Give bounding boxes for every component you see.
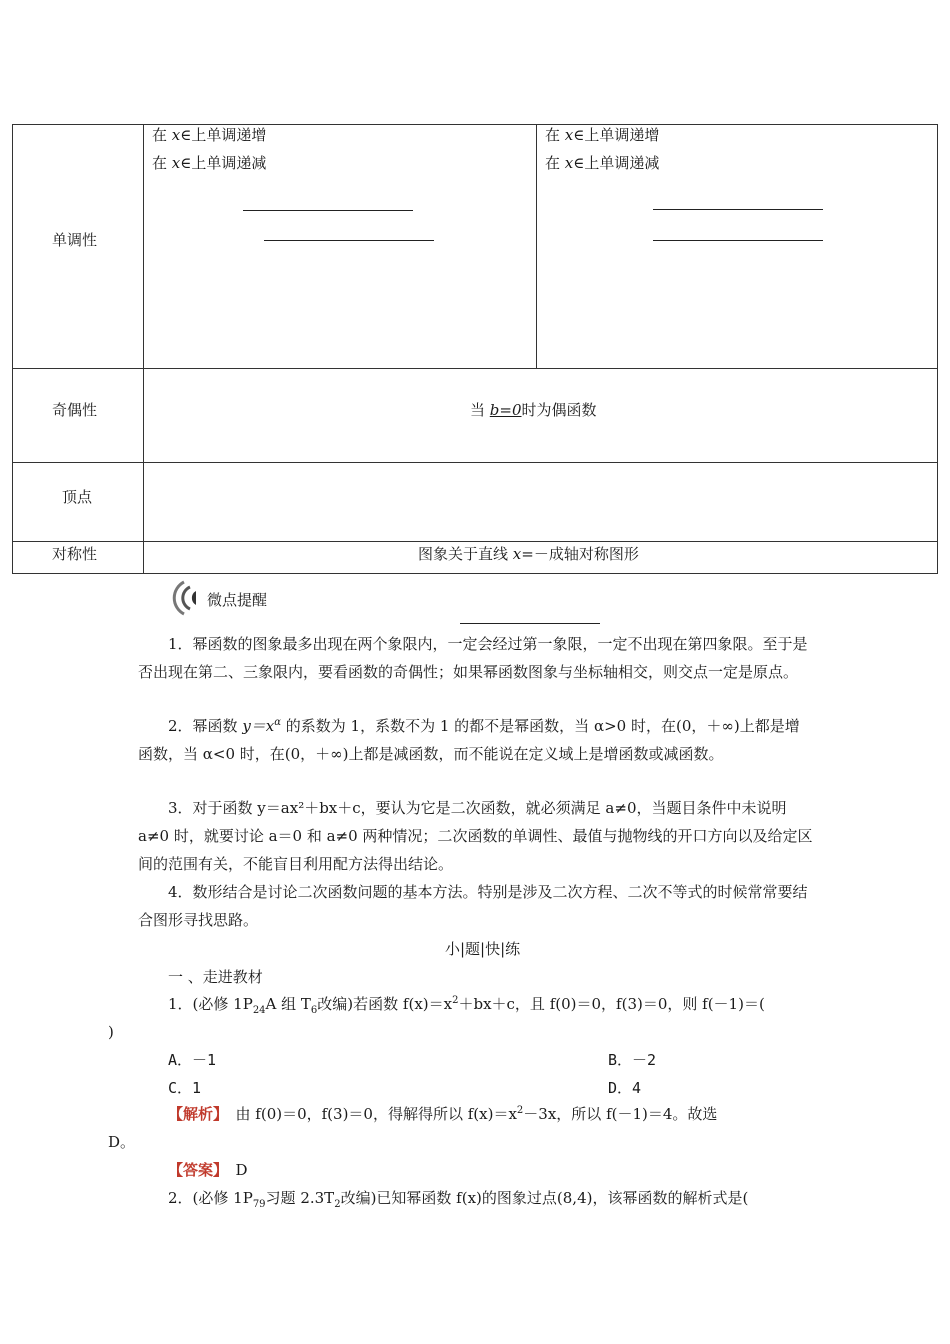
tip-blank-line: [460, 623, 600, 624]
table-column-divider: [143, 124, 144, 574]
element-of: ∈: [180, 154, 192, 172]
answer-value: D: [220, 1161, 248, 1179]
right-increasing-label: 上单调递增: [584, 126, 660, 144]
point-2-alpha: α: [274, 717, 282, 728]
analysis-a: 由 f(0)＝0，f(3)＝0，得解得所以 f(x)＝x: [220, 1105, 517, 1123]
point-2-part-a: 2．幂函数: [168, 717, 243, 735]
analysis-tag: 【解析】: [168, 1105, 221, 1123]
table-row-divider-1: [12, 368, 938, 369]
symmetry-text: [418, 543, 639, 564]
answer-tag: 【答案】: [168, 1161, 221, 1179]
table-border-right: [937, 124, 938, 574]
q1-option-c[interactable]: C．1: [168, 1079, 202, 1097]
q1-sub-page: 24: [252, 1005, 266, 1016]
analysis-c: D。: [108, 1133, 136, 1151]
table-border-top: [12, 124, 938, 125]
prefix: 在: [152, 126, 168, 144]
parity-prefix: 当: [470, 401, 490, 419]
left-increasing-label: 上单调递增: [191, 126, 267, 144]
q1-sub-t: 6: [310, 1005, 318, 1016]
left-blank-line-1: [243, 210, 413, 211]
tip-title: 微点提醒: [207, 591, 268, 609]
point-3: 3．对于函数 y＝ax²＋bx＋c，要认为它是二次函数，就必须满足 a≠0，当题目条件中未说明 a≠0 时，就要讨论 a＝0 和 a≠0 两种情况；二次函数的单调性、最值与抛物线的开口方向以及给定区间的范围有关，不能盲目利用配方法得出结论。: [138, 799, 813, 873]
point-2: [138, 712, 814, 768]
q1-option-b[interactable]: B．－2: [608, 1051, 657, 1069]
q2-stem-a: 2．(必修 1P: [168, 1189, 253, 1207]
row-label-vertex: 顶点: [62, 488, 93, 506]
row-label-parity: 奇偶性: [52, 401, 98, 419]
row-label-symmetry: 对称性: [52, 545, 98, 563]
q1-sup: 2: [452, 995, 459, 1006]
table-border-left: [12, 124, 13, 574]
q2-stem-b: 习题 2.3T: [265, 1189, 335, 1207]
right-increasing-text: [545, 124, 659, 145]
symmetry-prefix: 图象关于直线: [418, 545, 513, 563]
parity-text: [470, 399, 597, 420]
prefix: 在: [152, 154, 168, 172]
q1-option-a[interactable]: A．－1: [168, 1051, 217, 1069]
section-title: 一 、走进教材: [168, 968, 263, 986]
left-blank-line-2: [264, 240, 434, 241]
sound-wave-icon: [170, 578, 210, 618]
analysis-sup: 2: [516, 1105, 524, 1116]
q2-stem-c: 改编)已知幂函数 f(x)的图象过点(8,4)，该幂函数的解析式是(: [340, 1189, 749, 1207]
row-label-monotonic: 单调性: [52, 231, 98, 249]
q1-stem-b: A 组 T: [265, 995, 311, 1013]
question-1-stem: [108, 990, 814, 1046]
right-decreasing-label: 上单调递减: [584, 154, 660, 172]
q1-analysis: [108, 1100, 814, 1156]
symmetry-variable: x: [512, 545, 522, 563]
q2-sub-t: 2: [334, 1199, 341, 1210]
left-decreasing-label: 上单调递减: [191, 154, 267, 172]
q2-sub-page: 79: [252, 1199, 266, 1210]
table-row-divider-3: [12, 541, 938, 542]
q1-stem-e: ): [108, 1023, 114, 1041]
element-of: ∈: [180, 126, 192, 144]
element-of: ∈: [573, 126, 585, 144]
point-2-formula: y＝x: [242, 717, 275, 735]
practice-heading: 小|题|快|练: [445, 940, 521, 958]
variable-x: x: [171, 154, 181, 172]
parity-suffix: 时为偶函数: [521, 401, 597, 419]
analysis-b: －3x，所以 f(－1)＝4。故选: [523, 1105, 718, 1123]
element-of: ∈: [573, 154, 585, 172]
point-2-part-c: 的系数为 1，系数不为 1 的都不是幂函数，当: [281, 717, 594, 735]
q1-stem-c: 改编)若函数 f(x)＝x: [317, 995, 453, 1013]
left-decreasing-text: [152, 152, 266, 173]
prefix: 在: [545, 126, 561, 144]
table-row-divider-2: [12, 462, 938, 463]
right-blank-line-1: [653, 209, 823, 210]
variable-x: x: [564, 126, 574, 144]
right-decreasing-text: [545, 152, 659, 173]
variable-x: x: [564, 154, 574, 172]
question-2-stem: [138, 1184, 814, 1212]
q1-answer: [138, 1156, 814, 1184]
table-inner-divider: [536, 124, 537, 368]
function-properties-table: [12, 124, 938, 574]
variable-x: x: [171, 126, 181, 144]
q1-stem-a: 1．(必修 1P: [168, 995, 253, 1013]
left-increasing-text: [152, 124, 266, 145]
table-border-bottom: [12, 573, 938, 574]
point-1: 1．幂函数的图象最多出现在两个象限内，一定会经过第一象限，一定不出现在第四象限。至于是否出现在第二、三象限内，要看函数的奇偶性；如果幂函数图象与坐标轴相交，则交点一定是原点。: [138, 635, 808, 681]
point-2-part-e: α<0 时，在(0，＋∞)上都是减函数，而不能说在定义域上是增函数或减函数。: [202, 745, 724, 763]
point-4: 4．数形结合是讨论二次函数问题的基本方法。特别是涉及二次方程、二次不等式的时候常常要结合图形寻找思路。: [138, 883, 808, 929]
point-2-part-d: α>0 时，在(0，＋∞)上都是增函数，当: [138, 717, 800, 763]
right-blank-line-2: [653, 240, 823, 241]
q1-option-d[interactable]: D．4: [608, 1079, 642, 1097]
symmetry-suffix: =－成轴对称图形: [521, 545, 639, 563]
prefix: 在: [545, 154, 561, 172]
parity-condition: b=0: [489, 401, 522, 419]
q1-stem-d: ＋bx＋c，且 f(0)＝0，f(3)＝0，则 f(－1)＝(: [458, 995, 765, 1013]
